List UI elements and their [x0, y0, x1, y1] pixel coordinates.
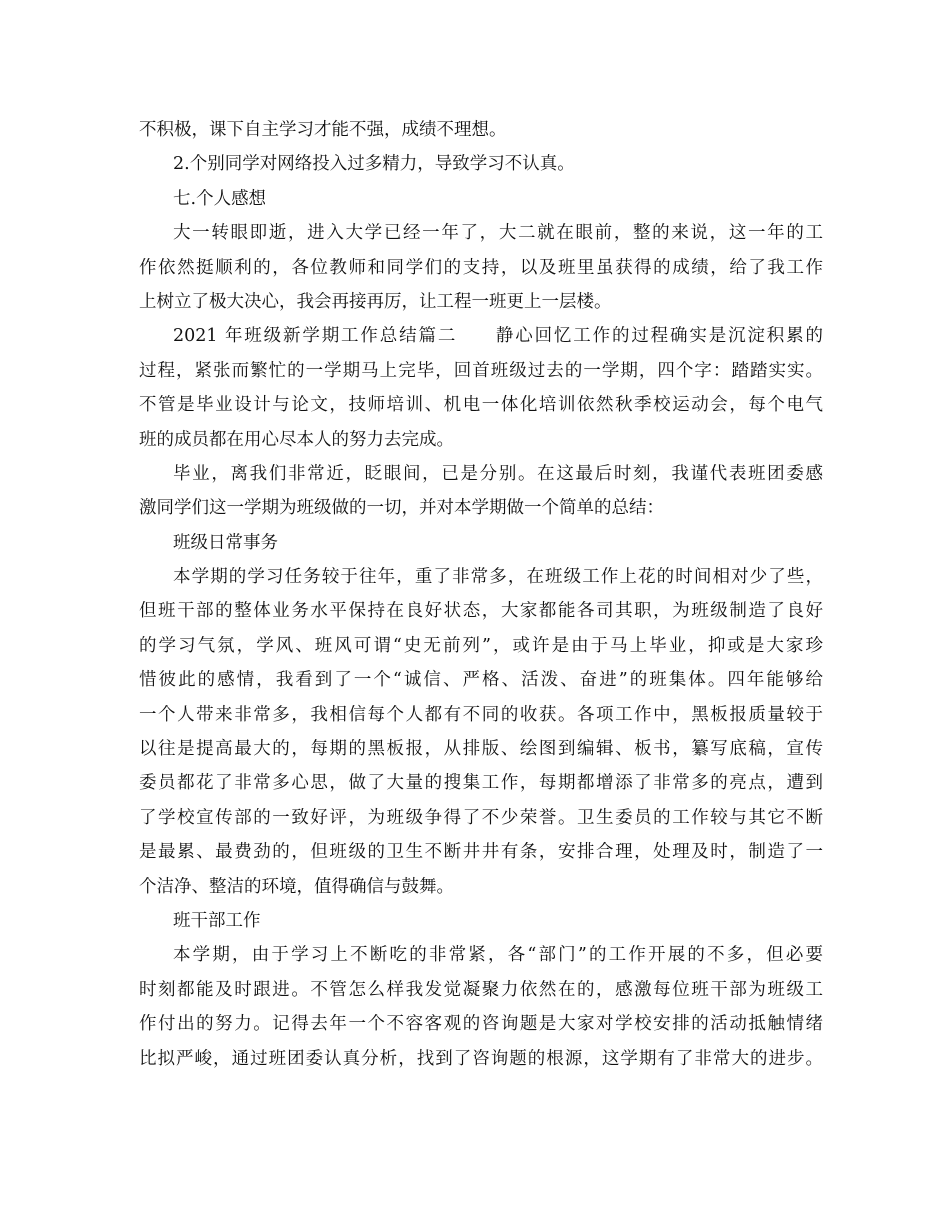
text-line: 毕业，离我们非常近，眨眼间，已是分别。在这最后时刻，我谨代表班团委感	[173, 463, 823, 484]
text-line: 个洁净、整洁的环境，值得确信与鼓舞。	[139, 876, 454, 897]
text-line: 2.个别同学对网络投入过多精力，导致学习不认真。	[173, 154, 575, 175]
text-line: 不积极，课下自主学习才能不强，成绩不理想。	[139, 120, 507, 140]
text-line: 作付出的努力。记得去年一个不容客观的咨询题是大家对学校安排的活动抵触情绪	[139, 1014, 823, 1035]
section-heading: 七.个人感想	[173, 188, 267, 209]
text-line: 的学习气氛，学风、班风可谓“史无前列”，或许是由于马上毕业，抑或是大家珍	[139, 635, 823, 656]
text-line: 2021 年班级新学期工作总结篇二 静心回忆工作的过程确实是沉淀积累的	[173, 326, 823, 347]
text-line: 委员都花了非常多心思，做了大量的搜集工作，每期都增添了非常多的亮点，遭到	[139, 773, 823, 794]
text-line: 作依然挺顺利的，各位教师和同学们的支持，以及班里虽获得的成绩，给了我工作	[139, 257, 823, 278]
text-line: 上树立了极大决心，我会再接再厉，让工程一班更上一层楼。	[139, 291, 612, 312]
text-line: 一个人带来非常多，我相信每个人都有不同的收获。各项工作中，黑板报质量较于	[139, 704, 823, 725]
text-line: 了学校宣传部的一致好评，为班级争得了不少荣誉。卫生委员的工作较与其它不断	[139, 807, 823, 828]
text-line: 但班干部的整体业务水平保持在良好状态，大家都能各司其职，为班级制造了良好	[139, 601, 823, 622]
text-line: 班的成员都在用心尽本人的努力去完成。	[139, 429, 454, 450]
text-line: 惜彼此的感情，我看到了一个“诚信、严格、活泼、奋进”的班集体。四年能够给	[139, 670, 823, 691]
text-line: 以往是提高最大的，每期的黑板报，从排版、绘图到编辑、板书，纂写底稿，宣传	[139, 739, 823, 760]
section-heading: 班级日常事务	[173, 532, 278, 553]
text-line: 是最累、最费劲的，但班级的卫生不断井井有条，安排合理，处理及时，制造了一	[139, 842, 823, 863]
text-line: 大一转眼即逝，进入大学已经一年了，大二就在眼前，整的来说，这一年的工	[173, 223, 823, 244]
document-body	[139, 113, 823, 1076]
text-line: 本学期，由于学习上不断吃的非常紧，各“部门”的工作开展的不多，但必要	[173, 945, 823, 966]
text-line: 过程，紧张而繁忙的一学期马上完毕，回首班级过去的一学期，四个字：踏踏实实。	[139, 360, 823, 381]
text-line: 比拟严峻，通过班团委认真分析，找到了咨询题的根源，这学期有了非常大的进步。	[139, 1048, 823, 1069]
text-line: 激同学们这一学期为班级做的一切，并对本学期做一个简单的总结：	[139, 498, 664, 519]
text-line: 本学期的学习任务较于往年，重了非常多，在班级工作上花的时间相对少了些，	[173, 567, 823, 588]
section-heading: 班干部工作	[173, 910, 261, 931]
text-line: 不管是毕业设计与论文，技师培训、机电一体化培训依然秋季校运动会，每个电气	[139, 395, 823, 416]
text-line: 时刻都能及时跟进。不管怎么样我发觉凝聚力依然在的，感激每位班干部为班级工	[139, 979, 823, 1000]
